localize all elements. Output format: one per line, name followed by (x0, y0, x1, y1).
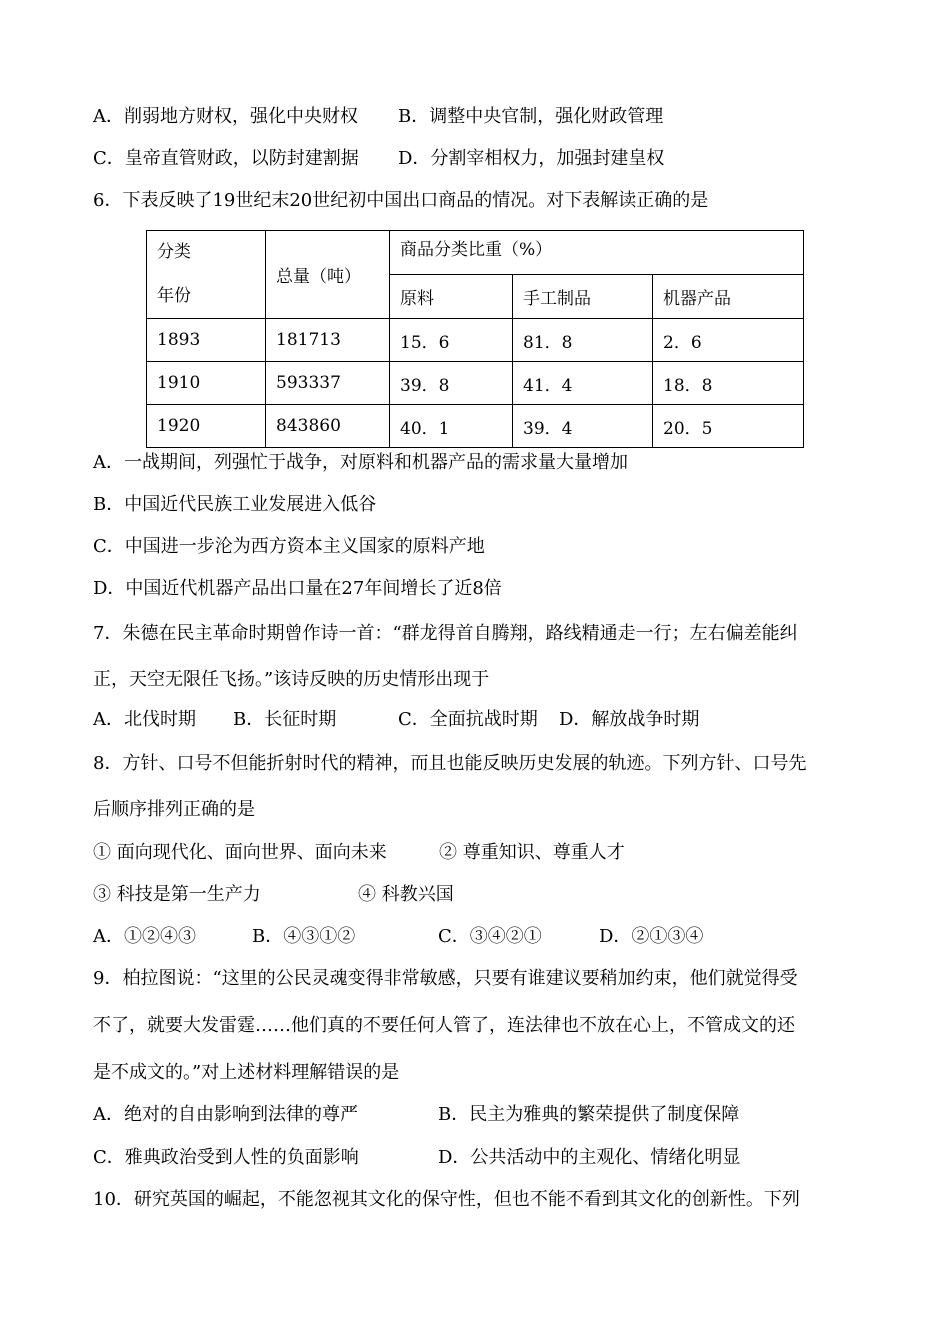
table-subheader-handmade: 手工制品 (513, 275, 653, 319)
table-row (147, 362, 804, 405)
table-cell-total: 181713 (266, 319, 390, 362)
q8-option-b: B．④③①② (252, 926, 356, 947)
table-cell-year: 1910 (147, 362, 266, 405)
q6-stem: 6．下表反映了19世纪末20世纪初中国出口商品的情况。对下表解读正确的是 (93, 190, 709, 211)
table-cell-year: 1893 (147, 319, 266, 362)
q5-option-a: A．削弱地方财权，强化中央财权 (93, 106, 358, 127)
table-cell-machine: 2．6 (653, 319, 804, 362)
export-table (146, 230, 804, 448)
q8-option-d: D．②①③④ (599, 926, 704, 947)
q7-option-d: D．解放战争时期 (559, 709, 700, 730)
table-row (147, 405, 804, 448)
q9-stem-line3: 是不成文的。”对上述材料理解错误的是 (93, 1062, 400, 1083)
q8-option-c: C．③④②① (438, 926, 542, 947)
q5-option-c: C．皇帝直管财政，以防封建割据 (93, 148, 359, 169)
table-cell-raw: 40．1 (390, 405, 513, 448)
q10-stem-line1: 10．研究英国的崛起，不能忽视其文化的保守性，但也不能不看到其文化的创新性。下列 (93, 1189, 800, 1210)
table-cell-total: 593337 (266, 362, 390, 405)
table-cell-raw: 15．6 (390, 319, 513, 362)
table-cell-total: 843860 (266, 405, 390, 448)
table-cell-handmade: 81．8 (513, 319, 653, 362)
q5-option-d: D．分割宰相权力，加强封建皇权 (398, 148, 665, 169)
table-header-category-year (147, 231, 266, 319)
table-header-ratio: 商品分类比重（%） (390, 231, 804, 275)
q9-stem-line2: 不了，就要大发雷霆……他们真的不要任何人管了，连法律也不放在心上，不管成文的还 (93, 1015, 795, 1036)
q5-option-b: B．调整中央官制，强化财政管理 (398, 106, 664, 127)
q6-option-b: B．中国近代民族工业发展进入低谷 (93, 494, 377, 515)
q9-stem-line1: 9．柏拉图说：“这里的公民灵魂变得非常敏感，只要有谁建议要稍加约束，他们就觉得受 (93, 968, 798, 989)
q8-item-1: ① 面向现代化、面向世界、面向未来 (93, 842, 387, 863)
q9-option-d: D．公共活动中的主观化、情绪化明显 (438, 1147, 741, 1168)
q9-option-b: B．民主为雅典的繁荣提供了制度保障 (438, 1104, 740, 1125)
table-cell-year: 1920 (147, 405, 266, 448)
q8-stem-line1: 8．方针、口号不但能折射时代的精神，而且也能反映历史发展的轨迹。下列方针、口号先 (93, 753, 807, 774)
table-subheader-raw: 原料 (390, 275, 513, 319)
table-cell-handmade: 39．4 (513, 405, 653, 448)
q7-option-b: B．长征时期 (233, 709, 337, 730)
table-header-total: 总量（吨） (266, 231, 390, 319)
q9-option-c: C．雅典政治受到人性的负面影响 (93, 1147, 359, 1168)
q9-option-a: A．绝对的自由影响到法律的尊严 (93, 1104, 358, 1125)
table-header-year: 年份 (157, 286, 191, 306)
q7-option-c: C．全面抗战时期 (398, 709, 538, 730)
table-header-category: 分类 (157, 242, 191, 262)
table-cell-machine: 20．5 (653, 405, 804, 448)
table-cell-handmade: 41．4 (513, 362, 653, 405)
q7-stem-line2: 正，天空无限任飞扬。”该诗反映的历史情形出现于 (93, 669, 490, 690)
q8-option-a: A．①②④③ (93, 926, 196, 947)
q6-option-c: C．中国进一步沦为西方资本主义国家的原料产地 (93, 536, 485, 557)
q7-option-a: A．北伐时期 (93, 709, 196, 730)
q7-stem-line1: 7．朱德在民主革命时期曾作诗一首：“群龙得首自腾翔，路线精通走一行；左右偏差能纠 (93, 623, 798, 644)
table-subheader-machine: 机器产品 (653, 275, 804, 319)
q8-item-3: ③ 科技是第一生产力 (93, 884, 261, 905)
q8-item-2: ② 尊重知识、尊重人才 (439, 842, 625, 863)
q6-option-d: D．中国近代机器产品出口量在27年间增长了近8倍 (93, 578, 502, 599)
q6-option-a: A．一战期间，列强忙于战争，对原料和机器产品的需求量大量增加 (93, 452, 628, 473)
q8-stem-line2: 后顺序排列正确的是 (93, 799, 255, 820)
q8-item-4: ④ 科教兴国 (358, 884, 454, 905)
table-row (147, 319, 804, 362)
table-cell-machine: 18．8 (653, 362, 804, 405)
table-cell-raw: 39．8 (390, 362, 513, 405)
